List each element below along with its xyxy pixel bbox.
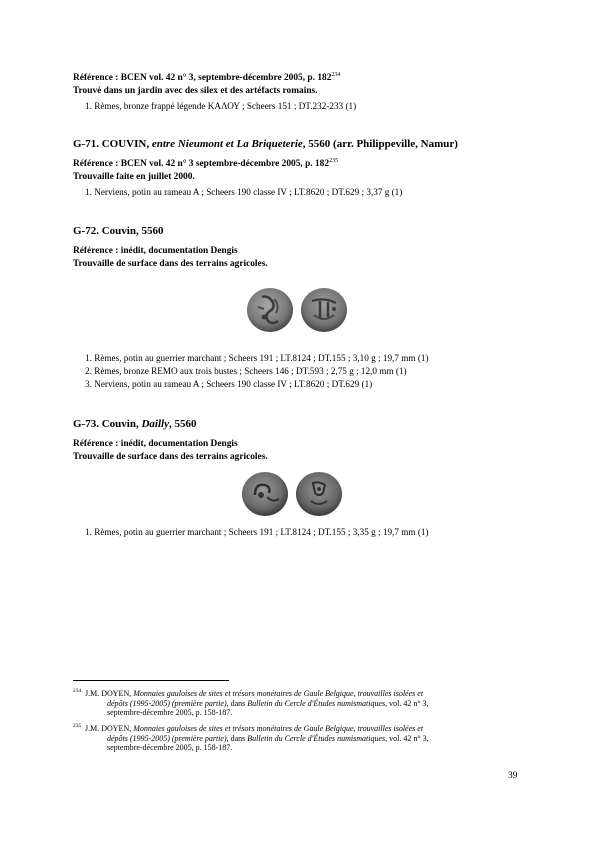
list-item: 3. Nerviens, potin au rameau A ; Scheers 190 classe IV ; LT.8620 ; DT.629 (1) [85, 379, 373, 389]
list-item: 2. Rèmes, bronze REMO aux trois bustes ; Scheers 146 ; DT.593 ; 2,75 g ; 12,0 mm (1) [85, 366, 407, 376]
coin-photograph-pair [241, 471, 343, 519]
list-item: 1. Rèmes, bronze frappé légende ΚΑΛΟΥ ; Scheers 151 ; DT.232-233 (1) [85, 101, 357, 111]
footnote: 234 J.M. DOYEN, Monnaies gauloises de sites et trésors monétaires de Gaule Belgique, trouvailles isolées et dépôts (1995-2005) (première partie), dans Bulletin du Cercle d'Études numismatiques, vol. 42 n° 3, septembre-décembre 2005, p. 158-187. [73, 688, 429, 717]
reference-line: Référence : inédit, documentation Dengis [73, 439, 238, 449]
footnote-marker[interactable]: 235 [329, 157, 339, 164]
footnote-number: 234 [73, 688, 82, 694]
find-description: Trouvaille de surface dans des terrains agricoles. [73, 259, 268, 269]
list-item: 1. Nerviens, potin au rameau A ; Scheers 190 classe IV ; LT.8620 ; DT.629 ; 3,37 g (1) [85, 187, 403, 197]
page-number: 39 [508, 771, 518, 781]
footnote-marker[interactable]: 234 [331, 71, 341, 78]
site-heading: G-73. Couvin, Dailly, 5560 [73, 418, 197, 430]
site-heading: G-72. Couvin, 5560 [73, 225, 164, 237]
coin-obverse-image [246, 287, 294, 333]
find-description: Trouvaille de surface dans des terrains agricoles. [73, 452, 268, 462]
list-item: 1. Rèmes, potin au guerrier marchant ; Scheers 191 ; LT.8124 ; DT.155 ; 3,10 g ; 19,7 mm (1) [85, 353, 429, 363]
reference-line: Référence : BCEN vol. 42 n° 3, septembre-décembre 2005, p. $182^{234}$ [73, 71, 341, 83]
reference-line: Référence : inédit, documentation Dengis [73, 246, 238, 256]
coin-reverse-image [300, 287, 348, 333]
find-description: Trouvé dans un jardin avec des silex et des artéfacts romains. [73, 86, 318, 96]
list-item: 1. Rèmes, potin au guerrier marchant ; Scheers 191 ; LT.8124 ; DT.155 ; 3,35 g ; 19,7 mm (1) [85, 527, 429, 537]
footnote-number: 235 [73, 723, 82, 729]
site-heading: G-71. COUVIN, entre Nieumont et La Briqueterie, 5560 (arr. Philippeville, Namur) [73, 138, 458, 150]
coin-obverse-image [241, 471, 289, 517]
footnote: 235 J.M. DOYEN, Monnaies gauloises de sites et trésors monétaires de Gaule Belgique, trouvailles isolées et dépôts (1995-2005) (première partie), dans Bulletin du Cercle d'Études numismatiques, vol. 42 n° 3, septembre-décembre 2005, p. 158-187. [73, 723, 429, 752]
reference-line: Référence : BCEN vol. 42 n° 3 septembre-décembre 2005, p. $182^{235}$ [73, 157, 339, 169]
coin-photograph-pair [246, 287, 348, 335]
coin-reverse-image [295, 471, 343, 517]
footnote-divider [73, 680, 229, 681]
find-description: Trouvaille faite en juillet 2000. [73, 172, 195, 182]
